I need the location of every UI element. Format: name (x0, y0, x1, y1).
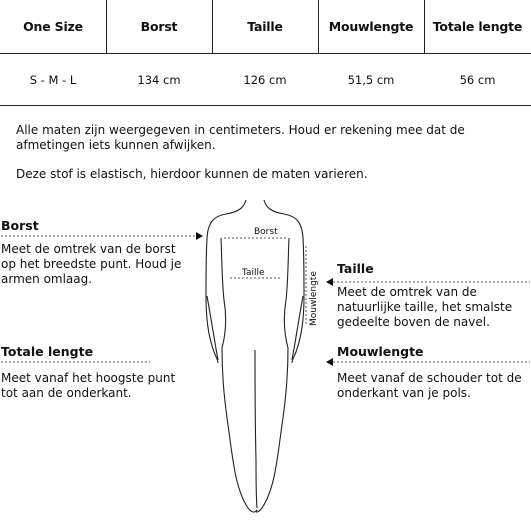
note-line: afmetingen iets kunnen afwijken. (16, 138, 216, 152)
mouwlengte-description (337, 371, 522, 401)
totale-lengte-title: Totale lengte (1, 344, 94, 359)
desc-line: tot aan de onderkant. (1, 386, 132, 400)
desc-line: natuurlijke taille, het smalste (337, 300, 513, 314)
borst-figure-label: Borst (254, 227, 278, 237)
table-cell: S - M - L (29, 72, 77, 87)
taille-description (337, 285, 512, 330)
table-header-cell: Mouwlengte (328, 19, 414, 34)
table-header-cell: Totale lengte (432, 19, 523, 34)
totale-lengte-description (1, 371, 175, 401)
table-cell: 56 cm (459, 72, 496, 87)
note-line: Alle maten zijn weergegeven in centimeters. Houd er rekening mee dat de (16, 123, 465, 137)
table-header-cell: One Size (23, 19, 83, 34)
borst-description (1, 242, 181, 287)
desc-line: Meet de omtrek van de (337, 285, 477, 299)
arrow-left-icon (326, 358, 333, 366)
borst-title: Borst (1, 218, 39, 233)
taille-title: Taille (337, 261, 374, 276)
desc-line: gedeelte boven de navel. (337, 315, 490, 329)
table-header-cell: Taille (247, 19, 283, 34)
table-cell: 134 cm (137, 72, 181, 87)
body-outline (206, 200, 304, 512)
table-header-cell: Borst (140, 19, 178, 34)
desc-line: Meet de omtrek van de borst (1, 242, 176, 256)
desc-line: onderkant van je pols. (337, 386, 471, 400)
mouwlengte-title: Mouwlengte (337, 344, 424, 359)
arrow-right-icon (196, 232, 203, 240)
table-cell: 126 cm (243, 72, 287, 87)
desc-line: Meet vanaf het hoogste punt (1, 371, 176, 385)
desc-line: op het breedste punt. Houd je (1, 257, 182, 271)
mouwlengte-figure-label: Mouwlengte (309, 271, 319, 326)
table-cell: 51,5 cm (347, 72, 395, 87)
taille-figure-label: Taille (242, 268, 265, 278)
desc-line: Meet vanaf de schouder tot de (337, 371, 522, 385)
arrow-left-icon (326, 278, 333, 286)
desc-line: armen omlaag. (1, 272, 93, 286)
stretch-note: Deze stof is elastisch, hierdoor kunnen de maten varieren. (16, 167, 368, 181)
